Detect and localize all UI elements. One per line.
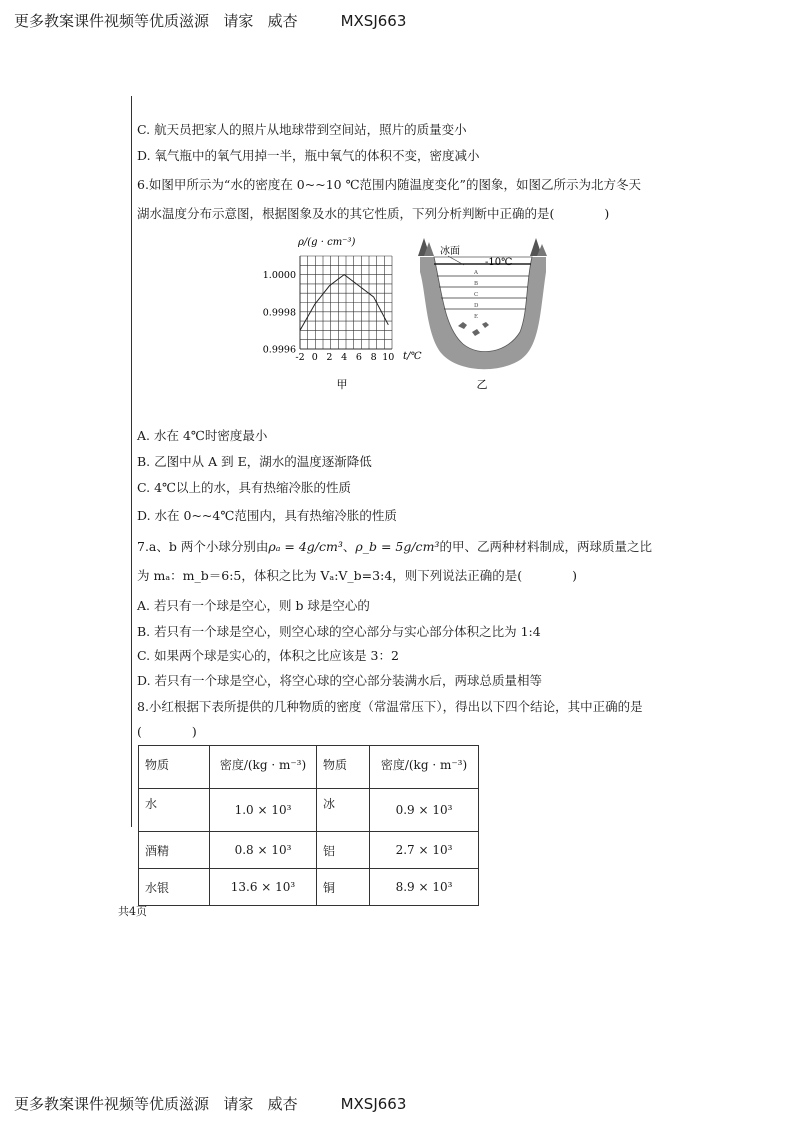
- header-text-3: 威杏: [267, 12, 298, 30]
- q7-option-a: A. 若只有一个球是空心，则 b 球是空心的: [137, 598, 370, 613]
- page-count: 共4页: [118, 905, 147, 918]
- table-cell: 水银: [139, 869, 210, 906]
- rho-a-formula: ρₐ = 4g/cm³: [268, 539, 343, 554]
- x-tick-label: 2: [326, 352, 333, 363]
- q6-option-b: B. 乙图中从 A 到 E，湖水的温度逐渐降低: [137, 454, 372, 469]
- x-tick-label: -2: [295, 352, 305, 363]
- footer-text-3: 威杏: [267, 1095, 298, 1113]
- table-header-cell: 物质: [139, 746, 210, 789]
- table-header-row: [139, 746, 479, 789]
- header-code: MXSJ663: [340, 12, 407, 30]
- q7-option-b: B. 若只有一个球是空心，则空心球的空心部分与实心部分体积之比为 1:4: [137, 624, 541, 639]
- page-footer: [14, 1093, 406, 1114]
- temp-label: -10℃: [485, 257, 513, 268]
- layer-letter: D: [474, 303, 479, 309]
- y-tick-label: 0.9998: [262, 307, 296, 319]
- footer-text-2: 请家: [223, 1095, 254, 1113]
- q6-option-a: A. 水在 4℃时密度最小: [137, 428, 268, 443]
- q7-option-d: D. 若只有一个球是空心，将空心球的空心部分装满水后，两球总质量相等: [137, 673, 543, 688]
- page-header: [14, 10, 406, 31]
- layer-letter: A: [474, 270, 478, 276]
- q6-figure-svg: [258, 232, 548, 397]
- q7-stem-text-2: 的甲、乙两种材料制成，两球质量之比: [439, 539, 652, 554]
- table-header-cell: 密度/(kg · m⁻³): [370, 746, 479, 789]
- y-axis-label: ρ/(g · cm⁻³): [298, 237, 356, 248]
- table-cell: 2.7 × 10³: [370, 832, 479, 869]
- x-tick-label: 4: [341, 352, 348, 363]
- layer-letter: C: [474, 292, 479, 298]
- q6-stem-line1: 6.如图甲所示为“水的密度在 0~~10 ℃范围内随温度变化”的图象，如图乙所示为北方冬天: [137, 177, 641, 192]
- footer-code: MXSJ663: [340, 1095, 407, 1113]
- q8-stem-line2: ( ): [137, 724, 197, 739]
- table-cell: 水: [139, 789, 210, 832]
- table-cell: 0.9 × 10³: [370, 789, 479, 832]
- table-cell: 冰: [317, 789, 370, 832]
- x-ticks: [295, 352, 394, 363]
- lake-caption: 乙: [476, 378, 488, 391]
- tree-right-icon: [530, 238, 547, 256]
- x-tick-label: 0: [311, 352, 318, 363]
- margin-rule: [131, 96, 132, 827]
- ice-label: 冰面: [440, 246, 460, 257]
- header-text: 更多教案课件视频等优质滋源: [14, 12, 210, 30]
- q6-option-c: C. 4℃以上的水，具有热缩冷胀的性质: [137, 480, 352, 495]
- table-row: [139, 832, 479, 869]
- table-row: [139, 869, 479, 906]
- table-header-cell: 物质: [317, 746, 370, 789]
- table-cell: 8.9 × 10³: [370, 869, 479, 906]
- q7-stem-line2: 为 mₐ：m_b＝6:5，体积之比为 Vₐ:V_b=3:4，则下列说法正确的是( ): [137, 568, 578, 583]
- q7-stem-line1: [137, 537, 652, 555]
- footer-text: 更多教案课件视频等优质滋源: [14, 1095, 210, 1113]
- tree-left-icon: [418, 238, 434, 256]
- table-cell: 铝: [317, 832, 370, 869]
- q6-option-d: D. 水在 0~~4℃范围内，具有热缩冷胀的性质: [137, 508, 397, 523]
- header-text-2: 请家: [223, 12, 254, 30]
- table-cell: 酒精: [139, 832, 210, 869]
- x-axis-label: t/℃: [403, 351, 422, 362]
- q7-separator: 、: [342, 539, 356, 554]
- x-tick-label: 8: [370, 352, 377, 363]
- layer-letter: E: [474, 314, 479, 320]
- layer-letter: B: [474, 281, 479, 287]
- q5-option-d: D. 氧气瓶中的氧气用掉一半，瓶中氧气的体积不变，密度减小: [137, 148, 480, 163]
- table-header-cell: 密度/(kg · m⁻³): [210, 746, 317, 789]
- q6-figure: [258, 232, 548, 401]
- q8-stem-line1: 8.小红根据下表所提供的几种物质的密度（常温常压下），得出以下四个结论，其中正确的是: [137, 699, 643, 714]
- density-table: [138, 745, 479, 906]
- q6-stem-line2: 湖水温度分布示意图，根据图象及水的其它性质，下列分析判断中正确的是( ): [137, 206, 610, 221]
- density-chart: [263, 237, 422, 391]
- q7-option-c: C. 如果两个球是实心的，体积之比应该是 3：2: [137, 648, 399, 663]
- table-cell: 铜: [317, 869, 370, 906]
- y-ticks: [263, 270, 296, 355]
- table-row: [139, 789, 479, 832]
- x-tick-label: 10: [382, 352, 395, 363]
- y-tick-label: 0.9996: [262, 344, 296, 356]
- chart-caption: 甲: [336, 378, 348, 391]
- table-cell: 1.0 × 10³: [210, 789, 317, 832]
- rho-b-formula: ρ_b = 5g/cm³: [355, 539, 440, 554]
- chart-grid: [300, 256, 392, 349]
- table-cell: 13.6 × 10³: [210, 869, 317, 906]
- table-cell: 0.8 × 10³: [210, 832, 317, 869]
- y-tick-label: 1.0000: [262, 270, 296, 282]
- q5-option-c: C. 航天员把家人的照片从地球带到空间站，照片的质量变小: [137, 122, 467, 137]
- lake-diagram: [418, 238, 547, 391]
- q7-stem-text: 7.a、b 两个小球分别由: [137, 539, 269, 554]
- x-tick-label: 6: [355, 352, 362, 363]
